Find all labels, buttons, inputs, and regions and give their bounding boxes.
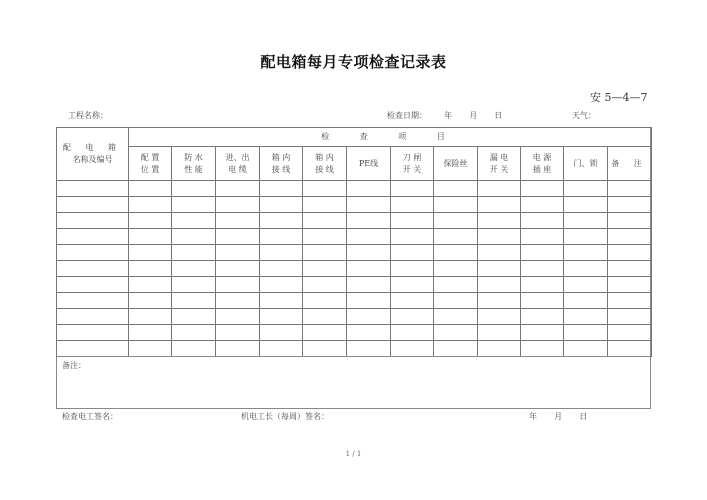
inspection-cell[interactable] [129, 293, 172, 309]
inspection-cell[interactable] [434, 277, 478, 293]
inspection-cell[interactable] [521, 261, 564, 277]
inspection-cell[interactable] [172, 229, 216, 245]
inspection-cell[interactable] [303, 293, 347, 309]
inspection-cell[interactable] [129, 181, 172, 197]
date-day-label: 日 [494, 111, 503, 120]
inspection-cell[interactable] [216, 229, 260, 245]
group-header-cell [129, 128, 652, 147]
inspection-cell[interactable] [391, 293, 434, 309]
inspection-cell[interactable] [260, 293, 303, 309]
remarks-area[interactable] [57, 356, 650, 410]
footer-day-label: 日 [579, 412, 588, 421]
inspection-cell[interactable] [347, 341, 391, 357]
inspection-cell[interactable] [521, 213, 564, 229]
inspection-cell[interactable] [172, 293, 216, 309]
col-header-line1: 配 置 [140, 152, 160, 162]
inspection-cell[interactable] [172, 309, 216, 325]
inspection-cell[interactable] [260, 245, 303, 261]
col-header-line2: 接 线 [315, 164, 334, 174]
col-header-line2: 开 关 [402, 164, 422, 174]
column-header-internal-wiring-2 [303, 147, 347, 181]
inspection-cell[interactable] [521, 277, 564, 293]
table-row [57, 341, 652, 357]
table-row [57, 325, 652, 341]
inspection-cell[interactable] [347, 261, 391, 277]
inspection-cell[interactable] [172, 245, 216, 261]
inspection-cell[interactable] [434, 309, 478, 325]
inspector-signature-field[interactable] [62, 411, 118, 422]
column-header-leakage-switch [478, 147, 521, 181]
inspection-cell[interactable] [129, 245, 172, 261]
inspection-cell[interactable] [347, 181, 391, 197]
inspection-cell[interactable] [129, 261, 172, 277]
inspection-cell[interactable] [478, 213, 521, 229]
inspection-cell[interactable] [564, 277, 608, 293]
col-header-line1: 箱 内 [271, 152, 291, 162]
inspection-cell[interactable] [608, 245, 652, 261]
table-row [57, 277, 652, 293]
footer-month-label: 月 [554, 412, 563, 421]
date-month-label: 月 [469, 111, 478, 120]
inspection-cell[interactable] [260, 213, 303, 229]
inspection-cell[interactable] [172, 277, 216, 293]
inspection-cell[interactable] [172, 197, 216, 213]
inspection-cell[interactable] [608, 181, 652, 197]
inspection-cell[interactable] [172, 341, 216, 357]
inspection-cell[interactable] [564, 341, 608, 357]
inspection-cell[interactable] [260, 277, 303, 293]
inspection-cell[interactable] [172, 325, 216, 341]
inspection-cell[interactable] [303, 277, 347, 293]
col-header-line2: 性 能 [184, 164, 203, 174]
inspection-cell[interactable] [521, 341, 564, 357]
inspection-cell[interactable] [129, 197, 172, 213]
distribution-box-name-cell[interactable] [57, 245, 129, 261]
inspection-cell[interactable] [564, 229, 608, 245]
inspection-cell[interactable] [129, 309, 172, 325]
inspection-cell[interactable] [391, 245, 434, 261]
col-header-line2: 插 座 [532, 164, 552, 174]
column-header-fuse [434, 147, 478, 181]
distribution-box-name-cell[interactable] [57, 181, 129, 197]
col-header-line1: 电 源 [532, 152, 552, 162]
column-header-knife-switch [391, 147, 434, 181]
document-title: 配电箱每月专项检查记录表 [260, 53, 447, 71]
distribution-box-name-cell[interactable] [57, 293, 129, 309]
column-header-config-location [129, 147, 172, 181]
col-header-line2: 电 缆 [228, 164, 247, 174]
table-row [57, 229, 652, 245]
col-header-line1: 刀 闸 [402, 152, 422, 162]
inspection-cell[interactable] [478, 245, 521, 261]
project-name-label: 工程名称： [68, 111, 108, 120]
inspection-cell[interactable] [347, 229, 391, 245]
inspection-cell[interactable] [478, 309, 521, 325]
inspection-cell[interactable] [216, 197, 260, 213]
inspection-cell[interactable] [608, 325, 652, 341]
inspection-cell[interactable] [564, 261, 608, 277]
inspection-cell[interactable] [434, 213, 478, 229]
inspection-cell[interactable] [521, 197, 564, 213]
distribution-box-name-cell[interactable] [57, 325, 129, 341]
table-row [57, 181, 652, 197]
inspection-cell[interactable] [216, 277, 260, 293]
footer-year-label: 年 [529, 412, 537, 421]
inspection-cell[interactable] [478, 197, 521, 213]
inspection-cell[interactable] [564, 181, 608, 197]
inspection-cell[interactable] [434, 325, 478, 341]
inspection-cell[interactable] [303, 341, 347, 357]
inspection-cell[interactable] [347, 293, 391, 309]
remarks-label: 备注： [62, 361, 86, 370]
inspection-cell[interactable] [260, 325, 303, 341]
inspection-cell[interactable] [564, 293, 608, 309]
date-year-label: 年 [444, 111, 453, 120]
inspection-cell[interactable] [303, 213, 347, 229]
column-header-notes [608, 147, 652, 181]
column-header-inout-cable [216, 147, 260, 181]
inspection-cell[interactable] [478, 325, 521, 341]
inspection-cell[interactable] [216, 181, 260, 197]
inspection-cell[interactable] [391, 181, 434, 197]
inspection-cell[interactable] [521, 245, 564, 261]
inspection-cell[interactable] [303, 229, 347, 245]
inspection-cell[interactable] [216, 341, 260, 357]
inspection-cell[interactable] [564, 197, 608, 213]
inspection-cell[interactable] [216, 245, 260, 261]
inspection-cell[interactable] [521, 181, 564, 197]
inspection-cell[interactable] [434, 181, 478, 197]
table-body [57, 181, 652, 357]
inspection-cell[interactable] [303, 325, 347, 341]
inspection-cell[interactable] [347, 197, 391, 213]
group-header-label: 检 查 项 目 [321, 132, 459, 141]
inspection-cell[interactable] [608, 213, 652, 229]
distribution-box-name-cell[interactable] [57, 197, 129, 213]
inspection-cell[interactable] [521, 309, 564, 325]
col-header-line1: 箱 内 [315, 152, 334, 162]
col-header-line1: 漏 电 [489, 152, 509, 162]
inspection-cell[interactable] [172, 213, 216, 229]
inspection-cell[interactable] [303, 309, 347, 325]
inspection-cell[interactable] [608, 341, 652, 357]
inspection-cell[interactable] [478, 181, 521, 197]
column-header-internal-wiring-1 [260, 147, 303, 181]
inspection-cell[interactable] [478, 277, 521, 293]
inspection-cell[interactable] [129, 341, 172, 357]
inspection-cell[interactable] [260, 309, 303, 325]
inspection-cell[interactable] [260, 341, 303, 357]
inspection-cell[interactable] [303, 181, 347, 197]
page-number: 1 / 1 [345, 450, 362, 458]
column-header-door-lock [564, 147, 608, 181]
inspection-cell[interactable] [347, 309, 391, 325]
inspection-cell[interactable] [129, 325, 172, 341]
column-header-waterproof [172, 147, 216, 181]
inspection-cell[interactable] [434, 341, 478, 357]
distribution-box-name-cell[interactable] [57, 229, 129, 245]
row-header-cell [57, 128, 129, 181]
distribution-box-name-cell[interactable] [57, 277, 129, 293]
inspection-cell[interactable] [216, 213, 260, 229]
row-header-line2: 名称及编号 [72, 155, 113, 164]
inspection-cell[interactable] [478, 229, 521, 245]
col-header-line2: 接 线 [271, 164, 291, 174]
col-header-line1: 进、出 [225, 152, 250, 162]
inspection-cell[interactable] [347, 325, 391, 341]
header-row-1 [57, 128, 652, 147]
inspection-cell[interactable] [521, 293, 564, 309]
inspection-cell[interactable] [608, 261, 652, 277]
table-row [57, 197, 652, 213]
inspection-cell[interactable] [478, 261, 521, 277]
inspection-cell[interactable] [608, 229, 652, 245]
col-header-line1: 备 注 [611, 158, 648, 168]
inspection-cell[interactable] [260, 197, 303, 213]
distribution-box-name-cell[interactable] [57, 261, 129, 277]
inspection-grid [56, 127, 652, 357]
inspection-cell[interactable] [347, 213, 391, 229]
table-row [57, 213, 652, 229]
inspector-signature-label: 检查电工签名： [62, 412, 118, 421]
weather-field[interactable] [572, 110, 596, 121]
weather-label: 天气： [572, 111, 596, 120]
inspection-cell[interactable] [521, 229, 564, 245]
inspection-cell[interactable] [172, 181, 216, 197]
inspection-cell[interactable] [391, 213, 434, 229]
inspection-table [56, 127, 651, 409]
inspection-cell[interactable] [303, 197, 347, 213]
col-header-line2: 位 置 [140, 164, 160, 174]
inspection-cell[interactable] [129, 213, 172, 229]
col-header-line1: 防 水 [184, 152, 203, 162]
inspection-date-field[interactable] [387, 110, 502, 121]
inspection-cell[interactable] [303, 261, 347, 277]
column-header-pe-wire [347, 147, 391, 181]
inspection-cell[interactable] [478, 341, 521, 357]
inspection-cell[interactable] [608, 293, 652, 309]
inspection-cell[interactable] [434, 245, 478, 261]
inspection-cell[interactable] [172, 261, 216, 277]
form-code: 安 5—4—7 [590, 91, 648, 104]
inspection-cell[interactable] [608, 277, 652, 293]
inspection-cell[interactable] [521, 325, 564, 341]
col-header-line1: 门、锁 [573, 158, 598, 168]
inspection-cell[interactable] [608, 309, 652, 325]
inspection-cell[interactable] [216, 293, 260, 309]
inspection-cell[interactable] [434, 261, 478, 277]
distribution-box-name-cell[interactable] [57, 309, 129, 325]
table-row [57, 245, 652, 261]
row-header-line1: 配 电 箱 [62, 143, 123, 152]
column-header-power-socket [521, 147, 564, 181]
header-row-2 [57, 147, 652, 181]
supervisor-signature-field[interactable] [241, 411, 329, 422]
inspection-cell[interactable] [391, 229, 434, 245]
inspection-cell[interactable] [564, 245, 608, 261]
inspection-cell[interactable] [347, 277, 391, 293]
table-row [57, 293, 652, 309]
inspection-cell[interactable] [129, 277, 172, 293]
inspection-cell[interactable] [347, 245, 391, 261]
distribution-box-name-cell[interactable] [57, 213, 129, 229]
inspection-cell[interactable] [564, 325, 608, 341]
inspection-cell[interactable] [260, 261, 303, 277]
supervisor-signature-label: 机电工长（每周）签名： [241, 412, 329, 421]
inspection-cell[interactable] [391, 277, 434, 293]
col-header-line2: 开 关 [489, 164, 509, 174]
inspection-date-label: 检查日期： [387, 111, 427, 120]
inspection-cell[interactable] [129, 229, 172, 245]
inspection-cell[interactable] [303, 245, 347, 261]
inspection-cell[interactable] [216, 261, 260, 277]
inspection-cell[interactable] [478, 293, 521, 309]
inspection-cell[interactable] [434, 197, 478, 213]
table-row [57, 309, 652, 325]
inspection-cell[interactable] [216, 309, 260, 325]
inspection-cell[interactable] [391, 341, 434, 357]
inspection-cell[interactable] [391, 261, 434, 277]
distribution-box-name-cell[interactable] [57, 341, 129, 357]
inspection-cell[interactable] [260, 181, 303, 197]
inspection-cell[interactable] [260, 229, 303, 245]
inspection-cell[interactable] [434, 293, 478, 309]
table-row [57, 261, 652, 277]
inspection-cell[interactable] [391, 309, 434, 325]
inspection-cell[interactable] [216, 325, 260, 341]
signature-date-field[interactable] [529, 411, 587, 422]
inspection-cell[interactable] [564, 309, 608, 325]
inspection-cell[interactable] [391, 197, 434, 213]
inspection-cell[interactable] [608, 197, 652, 213]
project-name-field[interactable] [68, 110, 108, 121]
col-header-line1: PE线 [358, 158, 379, 168]
inspection-cell[interactable] [391, 325, 434, 341]
col-header-line1: 保险丝 [443, 158, 468, 168]
inspection-cell[interactable] [564, 213, 608, 229]
inspection-cell[interactable] [434, 229, 478, 245]
